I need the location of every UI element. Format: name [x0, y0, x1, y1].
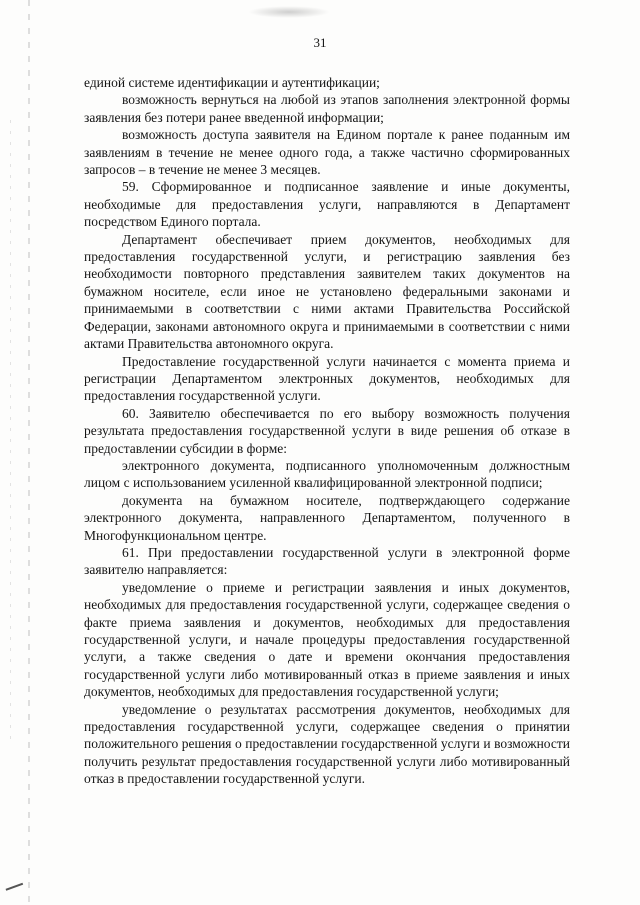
paragraph: уведомление о результатах рассмотрения документов, необходимых для предоставления государственной услуги, содержащее сведения о принятии положительного решения о предоставлении государственной услуги и возможности получить результат предоставления государственной услуги либо мотивированный отказ в предоставлении государственной услуги. — [84, 701, 570, 787]
paragraph: возможность вернуться на любой из этапов заполнения электронной формы заявления без потери ранее введенной информации; — [84, 92, 570, 125]
document-body — [84, 74, 570, 788]
paragraph-item-61: 61. При предоставлении государственной услуги в электронной форме заявителю направляется: — [84, 544, 570, 578]
page-number: 31 — [313, 35, 327, 50]
scan-edge-artifact-secondary — [10, 120, 11, 740]
paragraph-item-60: 60. Заявителю обеспечивается по его выбору возможность получения результата предоставления государственной услуги в виде решения об отказе в предоставлении субсидии в форме: — [84, 405, 570, 456]
scan-smudge — [248, 6, 330, 18]
paragraph: документа на бумажном носителе, подтверждающего содержание электронного документа, направленного Департаментом, полученного в Многофункциональном центре. — [84, 492, 570, 543]
paragraph: уведомление о приеме и регистрации заявления и иных документов, необходимых для предоставления государственной услуги, содержащее сведения о факте приема заявления и документов, необходимых для предоставления государственной услуги, и начале процедуры предоставления государственной услуги, а также сведения о дате и времени окончания предоставления государственной услуги либо мотивированный отказ в приеме заявления и иных документов, необходимых для предоставления государственной услуги; — [84, 579, 570, 700]
scan-edge-artifact — [28, 0, 30, 905]
paragraph-continuation: единой системе идентификации и аутентификации; — [84, 75, 380, 90]
corner-pen-mark — [3, 875, 23, 891]
paragraph: Департамент обеспечивает прием документов, необходимых для предоставления государственной услуги, и регистрацию заявления без необходимости повторного представления заявителем таких документов на бумажном носителе, если иное не установлено федеральными законами и принимаемыми в соответствии с ними актами Правительства Российской Федерации, законами автономного округа и принимаемыми в соответствии с ними актами Правительства автономного округа. — [84, 231, 570, 352]
paragraph: возможность доступа заявителя на Едином портале к ранее поданным им заявлениям в течение не менее одного года, а также частично сформированных запросов – в течение не менее 3 месяцев. — [84, 127, 570, 178]
paragraph: Предоставление государственной услуги начинается с момента приема и регистрации Департаментом электронных документов, необходимых для предоставления государственной услуги. — [84, 353, 570, 404]
paragraph-item-59: 59. Сформированное и подписанное заявление и иные документы, необходимые для предоставления услуги, направляются в Департамент посредством Единого портала. — [84, 179, 570, 230]
paragraph: электронного документа, подписанного уполномоченным должностным лицом с использованием усиленной квалифицированной электронной подписи; — [84, 457, 570, 491]
